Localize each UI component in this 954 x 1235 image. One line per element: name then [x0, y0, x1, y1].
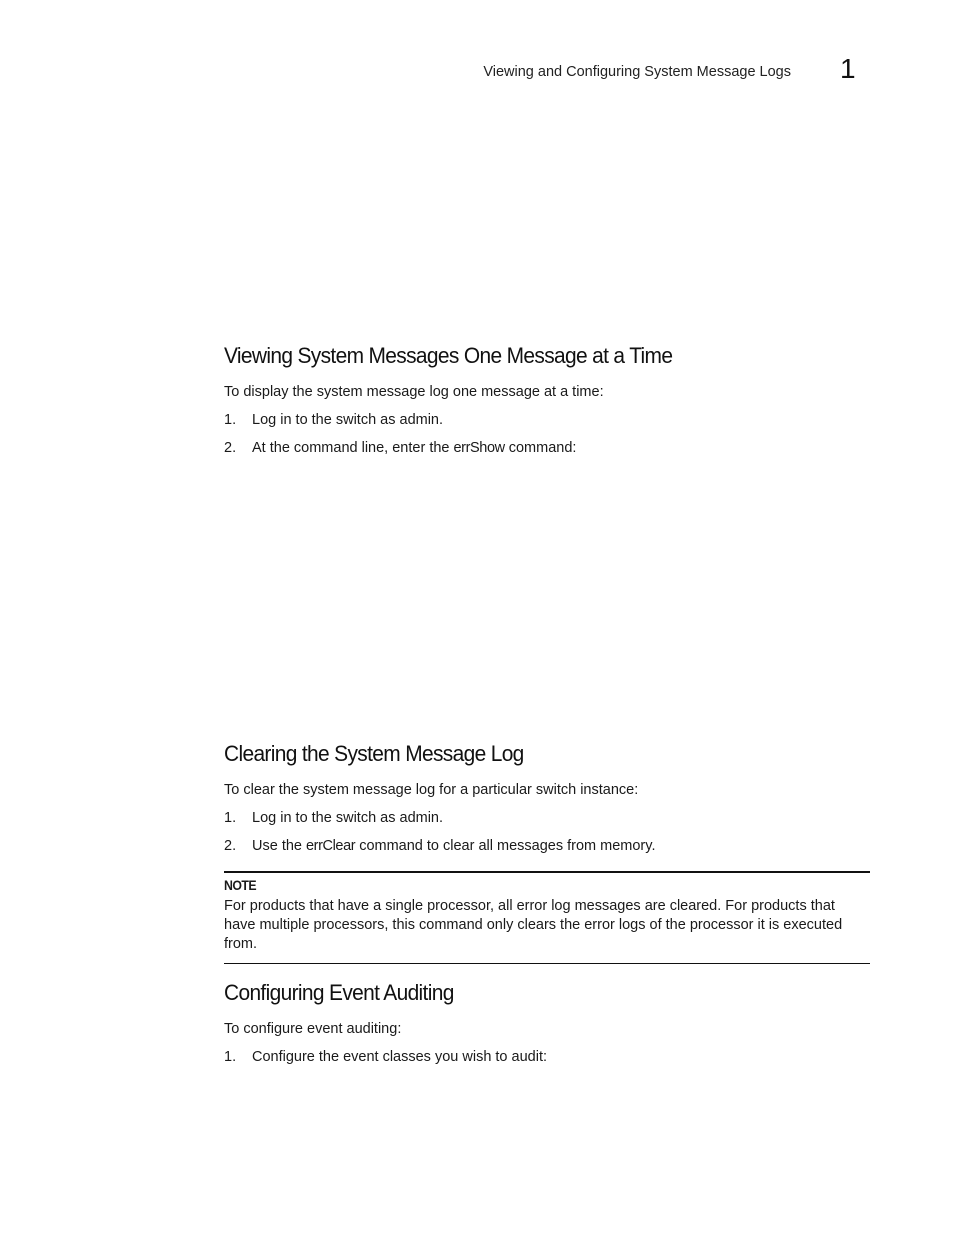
command-errshow: errShow	[453, 440, 505, 456]
running-header: Viewing and Configuring System Message Logs	[483, 64, 791, 80]
section-intro: To configure event auditing:	[224, 1021, 402, 1037]
step-text	[252, 440, 576, 456]
step-text-pre: Use the	[252, 838, 306, 854]
step-text-pre: At the command line, enter the	[252, 440, 454, 456]
section-heading: Clearing the System Message Log	[224, 741, 524, 766]
step-text-post: command to clear all messages from memory.	[355, 838, 656, 854]
command-errclear: errClear	[306, 838, 356, 854]
step-text: Log in to the switch as admin.	[252, 810, 444, 826]
section-heading: Configuring Event Auditing	[224, 980, 454, 1005]
note-box	[224, 871, 870, 964]
step-text	[252, 838, 655, 854]
step-text: Log in to the switch as admin.	[252, 412, 444, 428]
section-clear-log	[224, 741, 870, 952]
section-intro: To clear the system message log for a particular switch instance:	[224, 782, 639, 798]
section-event-auditing	[224, 980, 870, 1065]
step-text-post: command:	[504, 440, 577, 456]
chapter-number: 1	[840, 53, 856, 84]
step-text: Configure the event classes you wish to audit:	[252, 1049, 547, 1065]
step-number: 1.	[224, 810, 237, 826]
step-number: 1.	[224, 412, 237, 428]
note-label: NOTE	[224, 877, 257, 893]
section-view-one-message	[224, 343, 870, 456]
step-number: 2.	[224, 838, 237, 854]
step-number: 1.	[224, 1049, 237, 1065]
section-heading: Viewing System Messages One Message at a Time	[224, 343, 673, 368]
note-text: For products that have a single processor, all error log messages are cleared. For products that have multiple processors, this command only clears the error logs of the processor it is executed from.	[224, 898, 843, 952]
section-intro: To display the system message log one message at a time:	[224, 384, 604, 400]
step-number: 2.	[224, 440, 237, 456]
